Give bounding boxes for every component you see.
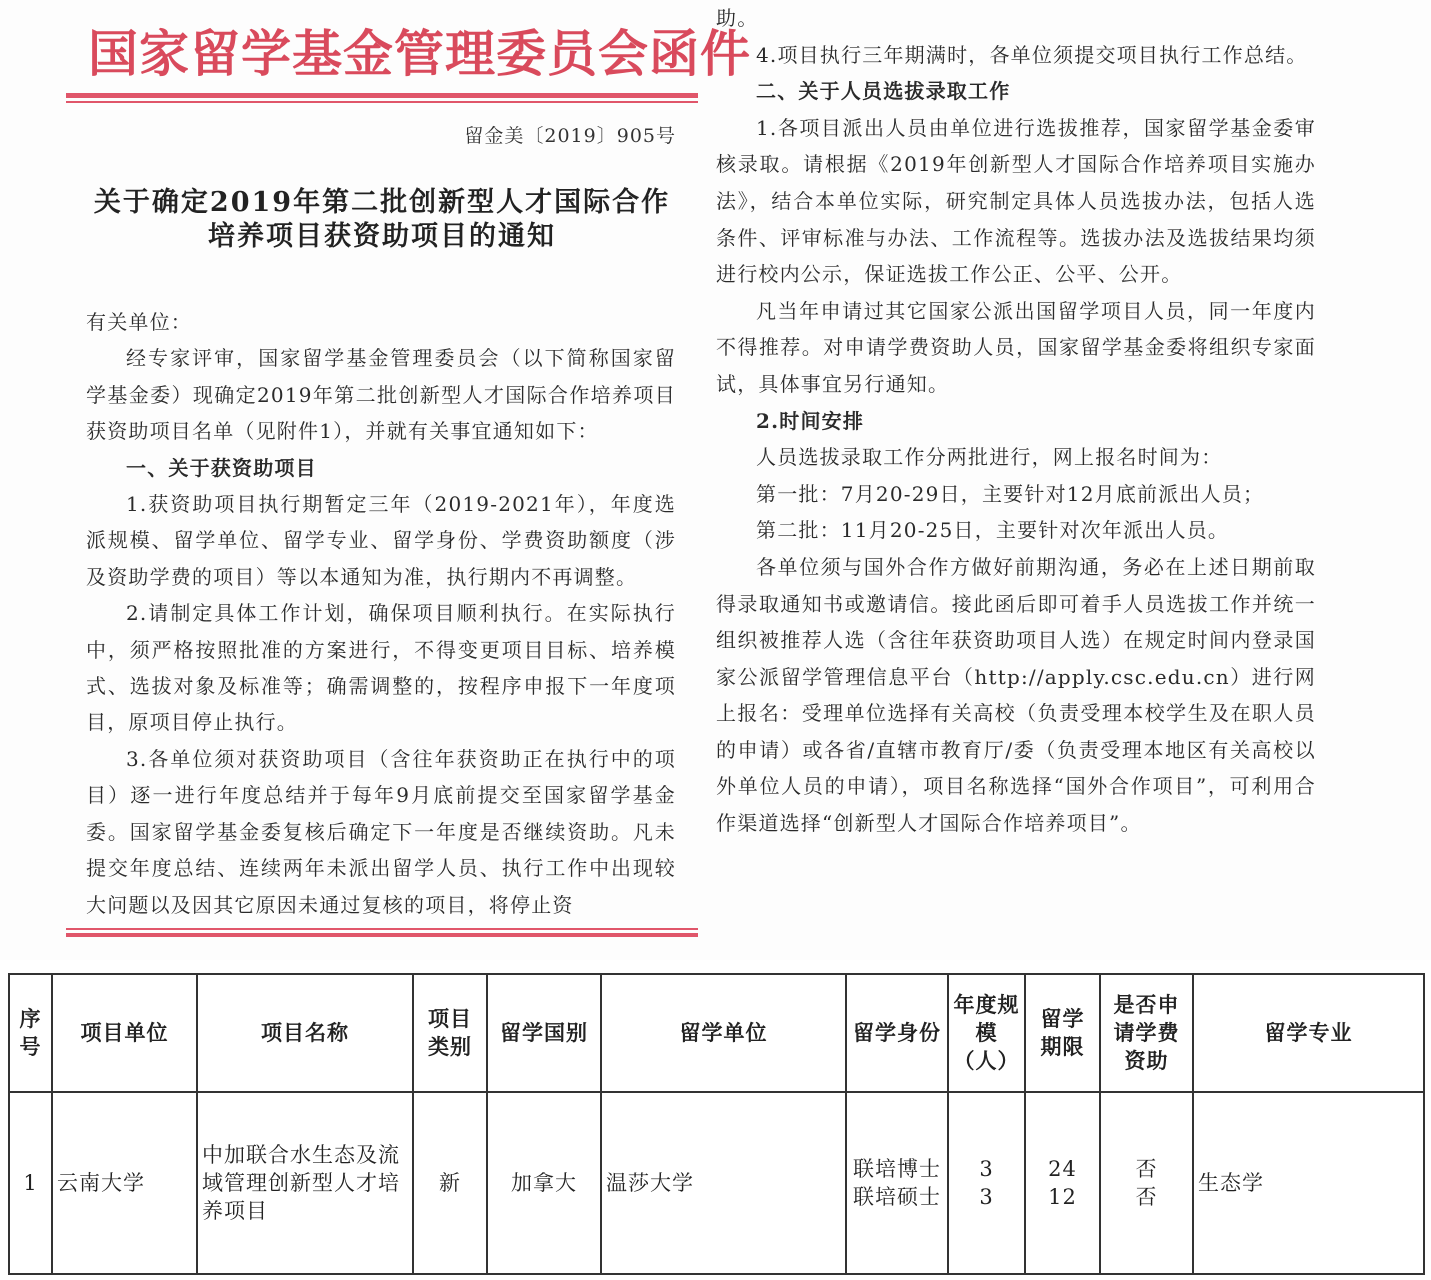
cell-no: 1 <box>9 1092 52 1274</box>
schedule-batch-1: 第一批：7月20-29日，主要针对12月底前派出人员； <box>756 481 1265 506</box>
schedule-batch-2: 第二批：11月20-25日，主要针对次年派出人员。 <box>756 518 1230 543</box>
tuition-masters: 否 <box>1135 1185 1158 1209</box>
letterhead-red-rule <box>66 93 698 103</box>
letter-right-column <box>716 0 1316 960</box>
cell-major: 生态学 <box>1193 1092 1424 1274</box>
header-no: 序号 <box>9 974 52 1092</box>
header-annual-scale: 年度规模（人） <box>948 974 1025 1092</box>
section-1-item-4: 4.项目执行三年期满时，各单位须提交项目执行工作总结。 <box>756 42 1308 67</box>
document-number: 留金美〔2019〕905号 <box>464 125 676 147</box>
header-category: 项目类别 <box>413 974 487 1092</box>
left-body <box>86 304 676 923</box>
document-title: 关于确定2019年第二批创新型人才国际合作培养项目获资助项目的通知 <box>93 187 671 252</box>
cell-country: 加拿大 <box>487 1092 601 1274</box>
cell-project-name: 中加联合水生态及流域管理创新型人才培养项目 <box>197 1092 413 1274</box>
schedule-intro: 人员选拔录取工作分两批进行，网上报名时间为： <box>756 445 1223 470</box>
intro-paragraph: 经专家评审，国家留学基金管理委员会（以下简称国家留学基金委）现确定2019年第二批创新型人才国际合作培养项目获资助项目名单（见附件1），并就有关事宜通知如下： <box>86 346 676 444</box>
funded-projects-table <box>8 973 1425 1275</box>
section-2-heading: 二、关于人员选拔录取工作 <box>756 79 1011 104</box>
header-tuition-support: 是否申请学费资助 <box>1100 974 1193 1092</box>
section-1-heading: 一、关于获资助项目 <box>126 455 317 480</box>
cell-category: 新 <box>413 1092 487 1274</box>
table-header-row <box>9 974 1424 1092</box>
salutation: 有关单位： <box>86 310 192 334</box>
header-institution: 留学单位 <box>601 974 846 1092</box>
period-phd: 24 <box>1048 1157 1077 1181</box>
scale-phd: 3 <box>979 1157 994 1181</box>
registration-paragraph: 各单位须与国外合作方做好前期沟通，务必在上述日期前取得录取通知书或邀请信。接此函后即可着手人员选拔工作并统一组织被推荐人选（含往年获资助项目人选）在规定时间内登录国家公派留学管理信息平台（http://apply.csc.edu.cn）进行网上报名：受理单位选择有关高校（负责受理本校学生及在职人员的申请）或各省/直辖市教育厅/委（负责受理本地区有关高校以外单位人员的申请），项目名称选择“国外合作项目”，可利用合作渠道选择“创新型人才国际合作培养项目”。 <box>716 554 1316 836</box>
header-identity: 留学身份 <box>846 974 948 1092</box>
right-body <box>716 0 1316 842</box>
header-country: 留学国别 <box>487 974 601 1092</box>
identity-phd: 联培博士 <box>853 1157 941 1181</box>
header-unit: 项目单位 <box>52 974 197 1092</box>
section-2-paragraph-2: 凡当年申请过其它国家公派出国留学项目人员，同一年度内不得推荐。对申请学费资助人员，国家留学基金委将组织专家面试，具体事宜另行通知。 <box>716 298 1316 396</box>
tuition-phd: 否 <box>1135 1157 1158 1181</box>
section-1-item-3: 3.各单位须对获资助项目（含往年获资助正在执行中的项目）逐一进行年度总结并于每年9月底前提交至国家留学基金委。国家留学基金委复核后确定下一年度是否继续资助。凡未提交年度总结、连续两年未派出留学人员、执行工作中出现较大问题以及因其它原因未通过复核的项目，将停止资 <box>86 746 676 917</box>
letter-left-column <box>66 0 751 960</box>
section-1-item-1: 1.获资助项目执行期暂定三年（2019-2021年），年度选派规模、留学单位、留学专业、留学身份、学费资助额度（涉及资助学费的项目）等以本通知为准，执行期内不再调整。 <box>86 492 676 589</box>
cell-period <box>1025 1092 1100 1274</box>
table-row <box>9 1092 1424 1274</box>
section-1-item-3-continued: 助。 <box>716 6 759 30</box>
period-masters: 12 <box>1048 1185 1077 1209</box>
section-2-subheading-schedule: 2.时间安排 <box>756 408 865 433</box>
header-period: 留学期限 <box>1025 974 1100 1092</box>
cell-identity <box>846 1092 948 1274</box>
footer-red-rule <box>66 928 698 937</box>
section-2-item-1: 1.各项目派出人员由单位进行选拔推荐，国家留学基金委审核录取。请根据《2019年创新型人才国际合作培养项目实施办法》，结合本单位实际，研究制定具体人员选拔办法，包括人选条件、评审标准与办法、工作流程等。选拔办法及选拔结果均须进行校内公示，保证选拔工作公正、公平、公开。 <box>716 115 1316 287</box>
header-major: 留学专业 <box>1193 974 1424 1092</box>
cell-tuition-support <box>1100 1092 1193 1274</box>
cell-annual-scale <box>948 1092 1025 1274</box>
scale-masters: 3 <box>979 1185 994 1209</box>
cell-unit: 云南大学 <box>52 1092 197 1274</box>
cell-institution: 温莎大学 <box>601 1092 846 1274</box>
letterhead-title: 国家留学基金管理委员会函件 <box>88 24 751 83</box>
identity-masters: 联培硕士 <box>853 1185 941 1209</box>
header-project-name: 项目名称 <box>197 974 413 1092</box>
section-1-item-2: 2.请制定具体工作计划，确保项目顺利执行。在实际执行中，须严格按照批准的方案进行，不得变更项目目标、培养模式、选拔对象及标准等；确需调整的，按程序申报下一年度项目，原项目停止执行。 <box>86 601 676 735</box>
